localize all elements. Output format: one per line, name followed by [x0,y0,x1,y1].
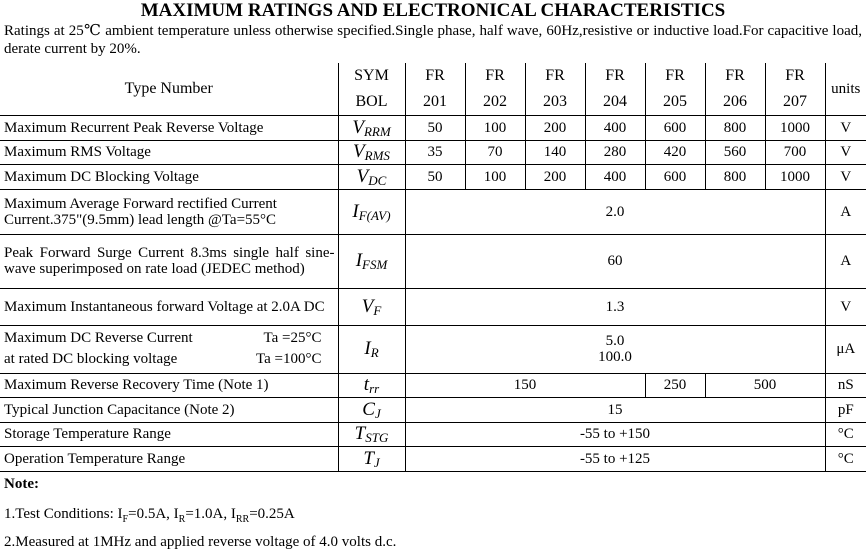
value-cell: 400 [585,164,645,189]
value-cell: 560 [705,140,765,164]
header-row-1 [0,63,866,89]
unit-cell: μA [825,325,866,373]
value-cell: -55 to +150 [405,422,825,446]
table-row-trr [0,373,866,397]
row-symbol: $C_J$ [338,397,405,422]
row-description: Maximum DC Reverse Current Ta =25°C at rated DC blocking voltage Ta =100°C [0,325,338,373]
model-number-201: 201 [405,89,465,115]
row-symbol: $I_{F(AV)}$ [338,189,405,234]
value-cell: 15 [405,397,825,422]
unit-cell: A [825,234,866,288]
unit-cell: V [825,115,866,140]
row-description: Maximum Instantaneous forward Voltage at 2.0A DC [0,288,338,325]
note-2: 2.Measured at 1MHz and applied reverse voltage of 4.0 volts d.c. [4,534,397,550]
model-prefix-203: FR [525,63,585,89]
row-symbol: $t_{rr}$ [338,373,405,397]
model-prefix-206: FR [705,63,765,89]
model-number-202: 202 [465,89,525,115]
row-symbol: $T_J$ [338,446,405,471]
value-cell: 100 [465,115,525,140]
value-cell: 280 [585,140,645,164]
ratings-table [0,63,866,472]
value-cell: 50 [405,164,465,189]
value-cell: 70 [465,140,525,164]
value-cell: 420 [645,140,705,164]
units-header: units [825,63,866,115]
table-row-ir [0,325,866,373]
row-symbol: $I_{FSM}$ [338,234,405,288]
row-symbol: $V_F$ [338,288,405,325]
table-row-vf [0,288,866,325]
model-prefix-202: FR [465,63,525,89]
symbol-header-line2: BOL [338,89,405,115]
row-symbol: $V_{RRM}$ [338,115,405,140]
value-cell: 5.0 100.0 [405,325,825,373]
row-symbol: $I_R$ [338,325,405,373]
value-cell: 150 [405,373,645,397]
value-cell: 2.0 [405,189,825,234]
value-cell: 35 [405,140,465,164]
row-description: Peak Forward Surge Current 8.3ms single half sine-wave superimposed on rate load (JEDEC method) [0,234,338,288]
value-cell: 1000 [765,115,825,140]
model-prefix-207: FR [765,63,825,89]
value-cell: 400 [585,115,645,140]
unit-cell: °C [825,446,866,471]
value-cell: 500 [705,373,825,397]
row-description: Maximum Reverse Recovery Time (Note 1) [0,373,338,397]
model-number-206: 206 [705,89,765,115]
unit-cell: A [825,189,866,234]
table-row-vrms [0,140,866,164]
row-description: Maximum DC Blocking Voltage [0,164,338,189]
model-number-203: 203 [525,89,585,115]
ratings-intro: Ratings at 25℃ ambient temperature unless otherwise specified.Single phase, half wave, 60Hz,resistive or inductive load.For capacitive load, derate current by 20%. [4,23,862,57]
value-cell: 50 [405,115,465,140]
table-row-tj [0,446,866,471]
model-prefix-204: FR [585,63,645,89]
symbol-header-line1: SYM [338,63,405,89]
value-cell: 700 [765,140,825,164]
table-row-cj [0,397,866,422]
value-cell: 800 [705,164,765,189]
table-row-ifav [0,189,866,234]
table-row-vrrm [0,115,866,140]
table-row-ifsm [0,234,866,288]
model-number-207: 207 [765,89,825,115]
value-cell: 600 [645,115,705,140]
value-cell: 100 [465,164,525,189]
row-description: Maximum RMS Voltage [0,140,338,164]
table-row-tstg [0,422,866,446]
type-number-header: Type Number [0,63,338,115]
model-prefix-205: FR [645,63,705,89]
value-cell: 250 [645,373,705,397]
notes-heading: Note: [4,476,39,492]
model-number-205: 205 [645,89,705,115]
value-cell: 1.3 [405,288,825,325]
unit-cell: V [825,288,866,325]
unit-cell: °C [825,422,866,446]
row-description: Maximum Recurrent Peak Reverse Voltage [0,115,338,140]
row-description: Typical Junction Capacitance (Note 2) [0,397,338,422]
unit-cell: pF [825,397,866,422]
table-row-vdc [0,164,866,189]
page-title: MAXIMUM RATINGS AND ELECTRONICAL CHARACTERISTICS [140,0,726,21]
unit-cell: V [825,140,866,164]
model-number-204: 204 [585,89,645,115]
row-symbol: $T_{STG}$ [338,422,405,446]
value-cell: 60 [405,234,825,288]
value-cell: -55 to +125 [405,446,825,471]
model-prefix-201: FR [405,63,465,89]
value-cell: 800 [705,115,765,140]
unit-cell: V [825,164,866,189]
value-cell: 600 [645,164,705,189]
row-symbol: $V_{RMS}$ [338,140,405,164]
row-description: Operation Temperature Range [0,446,338,471]
note-1: 1.Test Conditions: $I_F=0.5A$, $I_R=1.0A$, $I_{RR}=0.25A$ [4,506,295,525]
value-cell: 1000 [765,164,825,189]
row-symbol: $V_{DC}$ [338,164,405,189]
row-description: Maximum Average Forward rectified Current Current.375"(9.5mm) lead length @Ta=55°C [0,189,338,234]
unit-cell: nS [825,373,866,397]
value-cell: 200 [525,115,585,140]
value-cell: 200 [525,164,585,189]
row-description: Storage Temperature Range [0,422,338,446]
value-cell: 140 [525,140,585,164]
